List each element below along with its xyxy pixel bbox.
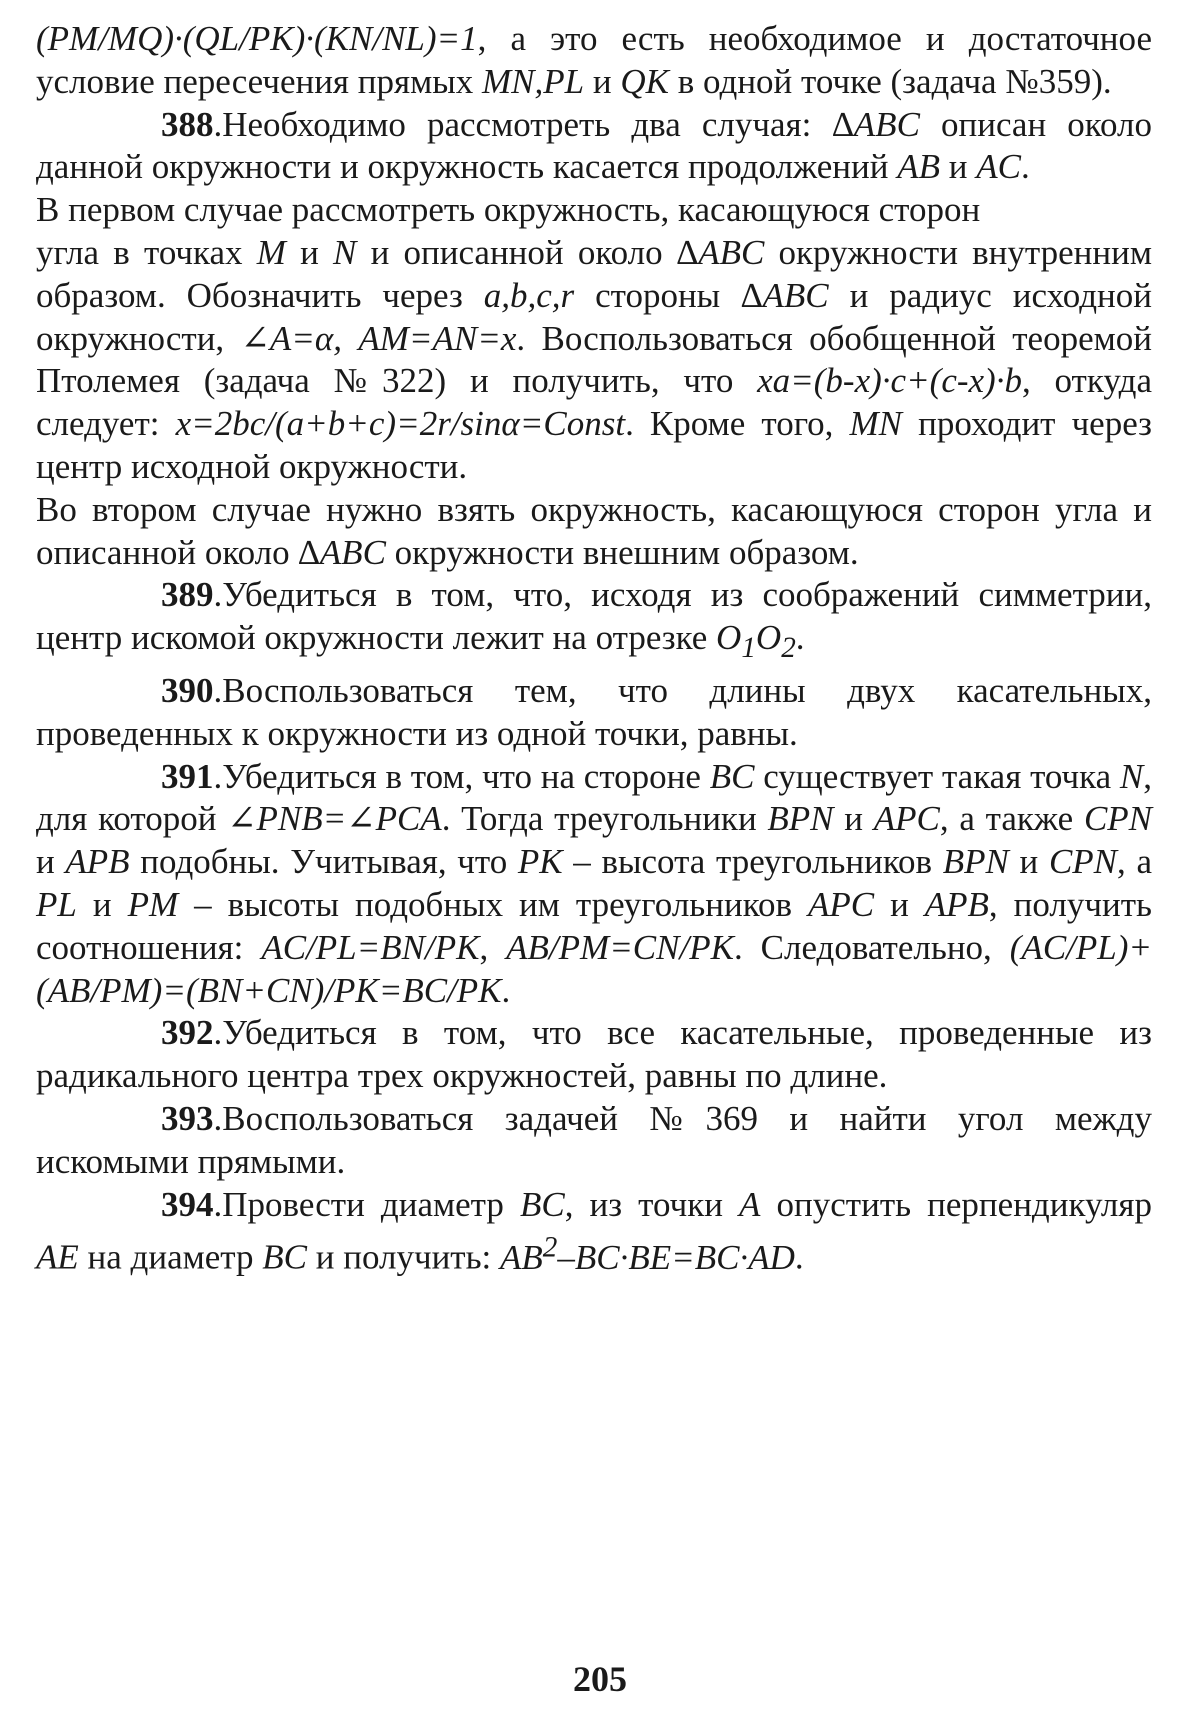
solution-389: 389.Убедиться в том, что, исходя из соображений симметрии, центр искомой окружности лежит на отрезке $O_1O_2$. bbox=[36, 575, 1152, 665]
paragraph-intro: (PM/MQ)·(QL/PK)·(KN/NL)=1, а это есть необходимое и достаточное условие пересечения прямых MN,PL и QK в одной точке (задача №359). bbox=[36, 19, 1152, 101]
problem-number: 389 bbox=[161, 575, 214, 615]
problem-number: 392 bbox=[161, 1013, 214, 1053]
page-number: 205 bbox=[573, 1659, 627, 1699]
solution-388-case-2: Во втором случае нужно взять окружность, касающуюся сторон угла и описанной около ∆ABC окружности внешним образом. bbox=[36, 489, 1152, 572]
problem-number: 393 bbox=[161, 1098, 214, 1138]
solution-393: 393.Воспользоваться задачей №369 и найти угол между искомыми прямыми. bbox=[36, 1098, 1152, 1181]
solution-388: 388.Необходимо рассмотреть два случая: ∆ABC описан около данной окружности и окружность касается продолжений AB и AC. bbox=[36, 104, 1153, 187]
problem-number: 390 bbox=[161, 670, 214, 710]
solution-391: 391.Убедиться в том, что на стороне BC существует такая точка N, для которой ∠PNB=∠PCA. Тогда треугольники BPN и APC, а также CPN и APB подобны. Учитывая, что PK – высота треугольников BPN и CPN, а PL и PM – высоты подобных им треугольников APC и APB, получить соотношения: AC/PL=BN/PK, AB/PM=CN/PK. Следовательно, (AC/PL)+(AB/PM)=(BN+CN)/PK=BC/PK. bbox=[36, 756, 1153, 1010]
solution-392: 392.Убедиться в том, что все касательные, проведенные из радикального центра трех окружностей, равны по длине. bbox=[36, 1013, 1152, 1096]
problem-number: 394 bbox=[161, 1184, 214, 1224]
page-body bbox=[36, 18, 1152, 1280]
problem-number: 388 bbox=[161, 104, 214, 144]
solution-394: 394.Провести диаметр BC, из точки A опустить перпендикуляр AE на диаметр BC и получить: $AB^2-BC\cdot BE=BC\cdot AD$. bbox=[36, 1184, 1152, 1277]
solution-390: 390.Воспользоваться тем, что длины двух касательных, проведенных к окружности из одной точки, равны. bbox=[36, 670, 1152, 753]
problem-number: 391 bbox=[161, 756, 214, 796]
solution-388-case-1: В первом случае рассмотреть окружность, касающуюся сторон угла в точках M и N и описанной около ∆ABC окружности внутренним образом. Обозначить через a,b,c,r стороны ∆ABC и радиус исходной окружности, ∠A=α, AM=AN=x. Воспользоваться обобщенной теоремой Птолемея (задача №322) и получить, что xa=(b-x)·c+(c-x)·b, откуда следует: x=2bc/(a+b+c)=2r/sinα=Const. Кроме того, MN проходит через центр исходной окружности. bbox=[36, 190, 1152, 486]
